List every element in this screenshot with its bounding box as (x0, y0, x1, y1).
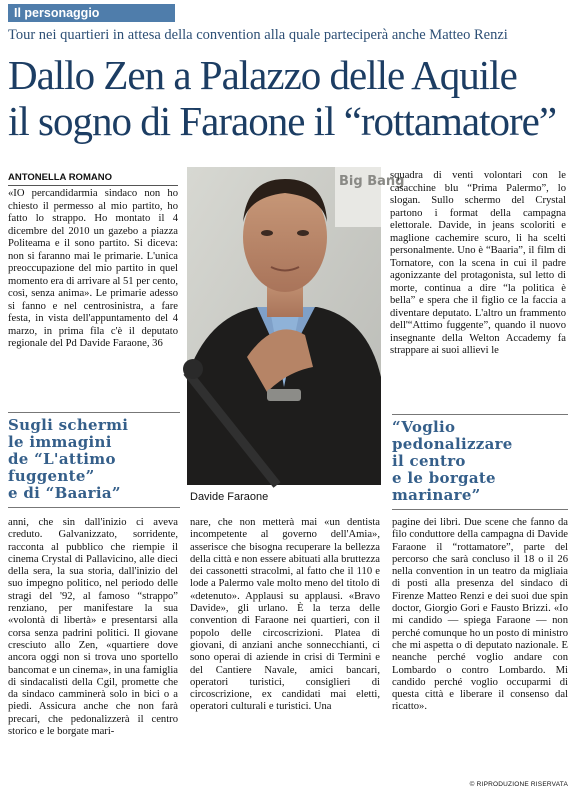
pull-quote-right (392, 414, 568, 510)
headline-line-1: Dallo Zen a Palazzo delle Aquile (8, 52, 517, 98)
pull-quote-line: pedonalizzare (392, 435, 513, 453)
pull-quote-line: “Voglio (392, 418, 456, 436)
pull-quote-line: il centro (392, 452, 466, 470)
pull-quote-line: e le borgate (392, 469, 496, 487)
pull-quote-line: le immagini (8, 433, 112, 451)
author-byline: ANTONELLA ROMANO (8, 172, 178, 186)
subheadline: Tour nei quartieri in attesa della convention alla quale parteciperà anche Matteo Renzi (8, 27, 508, 43)
photo-caption: Davide Faraone (190, 491, 269, 503)
portrait-illustration (187, 167, 405, 485)
article-bottom-column-3: pagine dei libri. Due scene che fanno da filo conduttore della campagna di Davide Faraone il “rottamatore”, parte del percorso che sarà concluso il 18 o il 26 nella convention in un teatro da migliaia di posti alla presenza del sindaco di Firenze Matteo Renzi e dei suoi due spin doctor, Giorgio Gori e Fausto Brizzi. «Io mi candido — spiega Faraone — non perché comunque ho un posto di ministro che mi aspetta o di deputato nazionale. E neanche perché voglio andare con Lombardo o contro Lombardo. Mi candido perché voglio occuparmi di questa città e liberare il consenso dal ricatto». (392, 517, 568, 713)
section-label: Il personaggio (8, 4, 175, 22)
pull-quote-line: fuggente” (8, 467, 95, 485)
pull-quote-line: marinare” (392, 486, 481, 504)
article-bottom-column-1: anni, che sin dall'inizio ci aveva creduto. Galvanizzato, sorridente, racconta al pubblico che riempie il cinema Crystal di Pallavicino, alle dieci della sera, la sua storia, dall'inizio del suo impegno politico, nel periodo delle stragi del '92, al famoso “strappo” renziano, per manifestare la sua «volontà di libertà» e presentarsi alla corsa senza padrini politici. Il giovane cresciuto allo Zen, «quartiere dove ancora oggi non si trova uno sportello bancomat e un cinema», in una famiglia di sindacalisti della Cgil, promette che da sindaco camminerà solo in bici o a piedi. Assicura anche che non farà precari, che pedonalizzerà il centro storico e le borgate mari- (8, 517, 178, 738)
article-column-1: «IO percandidarmia sindaco non ho chiesto il permesso al mio partito, ho fatto lo strappo. Ho montato il 4 dicembre del 2010 un gazebo a piazza Politeama e il sono partito. Si diceva: non si faranno mai le primarie. L'unica preoccupazione del mio partito in quel momento era di arrivare al 51 per cento, così, senza anima». Le primarie adesso si fanno e nel centrosinistra, a fare festa, in vista dell'appuntamento del 4 marzo, in prima fila c'è il deputato regionale del Pd Davide Faraone, 36 (8, 188, 179, 349)
portrait-photo (187, 167, 405, 485)
pull-quote-rule (8, 412, 180, 413)
sign-text: Big Bang (339, 174, 405, 189)
article-column-3: squadra di venti volontari con le casacchine blu “Prima Palermo”, lo slogan. Sullo schermo del Crystal partono i format della campagna elettorale. Davide, in jeans scoloriti e maglione cachemire scuro, li ha scelti personalmente. Uno è “Baaria”, il film di Tornatore, con la scena in cui il padre agonizzante del protagonista, sul letto di morte, continua a dire “la politica è bella” e spera che il figlio ce la faccia a diventare deputato. L'altro un frammento dell'“Attimo fuggente”, quando il nuovo insegnante della Welton Accademy fa strappare ai suoi allievi le (390, 170, 566, 356)
article-bottom-column-2: nare, che non metterà mai «un dentista incompetente al governo dell'Amia», asserisce che bisogna recuperare la bellezza della città e non essere abituati alla bruttezza dei cassonetti stracolmi, al fatto che il 110 e lode a Palermo vale molto meno del titolo di «detenuto». Applausi su applausi. «Bravo Davide», gli urlano. È la terza delle convention di Faraone nei quartieri, con il popolo delle circoscrizioni. Platea di giovani, di anziani anche sonnecchianti, ci sono operai di aziende in crisi di Termini e del Cantiere Navale, amici bancari, operatori turistici, consiglieri di circoscrizione, ex candidati mai eletti, operatori culturali e turistici. Una (190, 517, 380, 713)
pull-quote-rule (392, 414, 568, 415)
pull-quote-left (8, 412, 180, 508)
pull-quote-rule (8, 507, 180, 508)
pull-quote-line: e di “Baaria” (8, 484, 121, 502)
copyright-notice: © RIPRODUZIONE RISERVATA (469, 781, 568, 788)
pull-quote-line: Sugli schermi (8, 416, 129, 434)
headline-line-2: il sogno di Faraone il “rottamatore” (8, 98, 557, 144)
pull-quote-line: de “L'attimo (8, 450, 116, 468)
headline (8, 52, 568, 144)
pull-quote-rule (392, 509, 568, 510)
